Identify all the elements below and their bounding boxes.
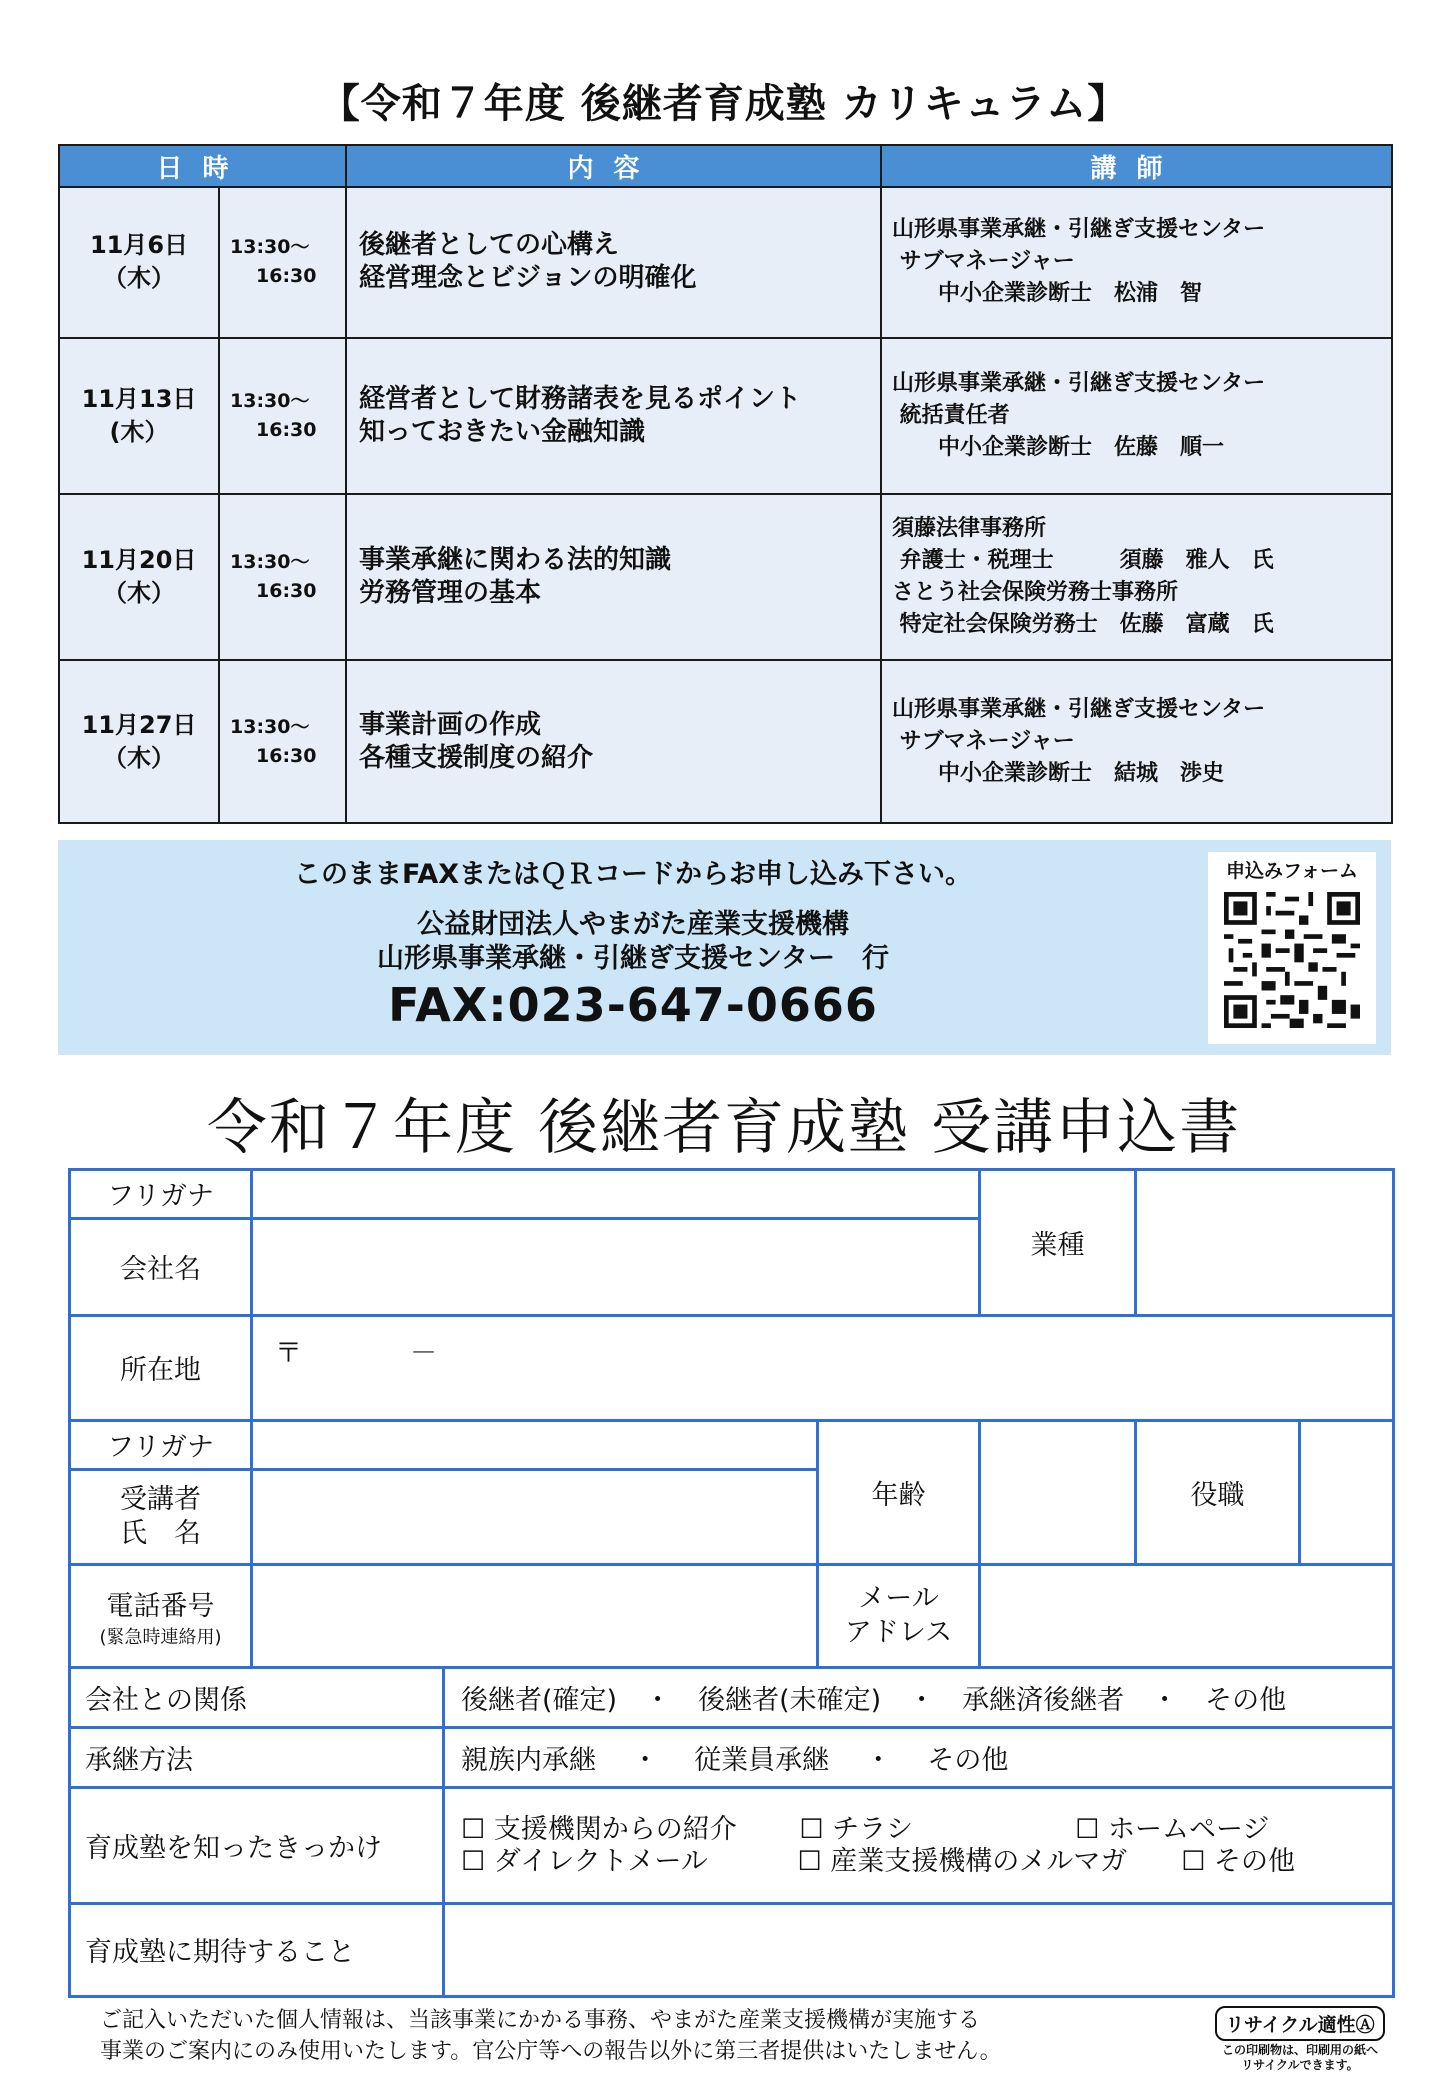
curriculum-table — [58, 144, 1393, 824]
session-row — [59, 187, 1392, 337]
fax-number: FAX:023-647-0666 — [388, 978, 878, 1032]
session-time: 13:30～ 16:30 — [219, 494, 346, 660]
email-label: メール アドレス — [818, 1564, 980, 1667]
address-label: 所在地 — [70, 1315, 252, 1420]
furigana-label: フリガナ — [70, 1421, 252, 1470]
method-label: 承継方法 — [70, 1728, 444, 1788]
position-label: 役職 — [1136, 1421, 1300, 1565]
header-content: 内容 — [346, 145, 881, 187]
application-form — [68, 1168, 1395, 1998]
address-input[interactable]: 〒 － — [252, 1315, 1394, 1420]
source-line-1[interactable]: ☐ 支援機関からの紹介 ☐ チラシ ☐ ホームページ — [461, 1813, 1270, 1845]
session-date: 11月13日 (木） — [59, 338, 219, 494]
recycle-note: この印刷物は、印刷用の紙へ リサイクルできます。 — [1221, 2043, 1378, 2072]
qr-code-box[interactable] — [1208, 852, 1376, 1044]
method-options[interactable]: 親族内承継 ・ 従業員承継 ・ その他 — [444, 1728, 1394, 1788]
qr-label: 申込みフォーム — [1225, 860, 1359, 882]
position-input[interactable] — [1300, 1421, 1394, 1565]
session-instructor: 山形県事業承継・引継ぎ支援センター 統括責任者 中小企業診断士 佐藤 順一 — [881, 338, 1392, 494]
session-content: 経営者として財務諸表を見るポイント 知っておきたい金融知識 — [346, 338, 881, 494]
session-date: 11月27日 （木） — [59, 660, 219, 823]
session-instructor: 須藤法律事務所 弁護士・税理士 須藤 雅人 氏 さとう社会保険労務士事務所 特定社会保険労務士 佐藤 富蔵 氏 — [881, 494, 1392, 660]
trainee-furigana-input[interactable] — [252, 1421, 818, 1470]
session-instructor: 山形県事業承継・引継ぎ支援センター サブマネージャー 中小企業診断士 結城 渉史 — [881, 660, 1392, 823]
phone-input[interactable] — [252, 1564, 818, 1667]
source-line-2[interactable]: ☐ ダイレクトメール ☐ 産業支援機構のメルマガ ☐ その他 — [461, 1845, 1296, 1877]
privacy-note: ご記入いただいた個人情報は、当該事業にかかる事務、やまがた産業支援機構が実施する 事業のご案内にのみ使用いたします。官公庁等への報告以外に第三者提供はいたしません。 — [100, 2008, 1002, 2064]
relation-label: 会社との関係 — [70, 1668, 444, 1728]
company-name-label: 会社名 — [70, 1218, 252, 1315]
qr-code-icon[interactable] — [1224, 892, 1360, 1028]
header-date: 日時 — [59, 145, 346, 187]
company-name-input[interactable] — [252, 1218, 980, 1315]
phone-label: 電話番号 (緊急時連絡用) — [70, 1564, 252, 1667]
relation-options[interactable]: 後継者(確定) ・ 後継者(未確定) ・ 承継済後継者 ・ その他 — [444, 1668, 1394, 1728]
furigana-label: フリガナ — [70, 1170, 252, 1219]
expectation-label: 育成塾に期待すること — [70, 1903, 444, 1996]
session-instructor: 山形県事業承継・引継ぎ支援センター サブマネージャー 中小企業診断士 松浦 智 — [881, 187, 1392, 337]
banner-organization: 公益財団法人やまがた産業支援機構 — [417, 909, 849, 940]
fax-banner — [58, 840, 1391, 1055]
form-title: 令和７年度 後継者育成塾 受講申込書 — [206, 1093, 1242, 1163]
email-input[interactable] — [980, 1564, 1394, 1667]
session-time: 13:30～ 16:30 — [219, 660, 346, 823]
recycle-badge: リサイクル適性Ⓐ — [1215, 2006, 1384, 2041]
trainee-name-label: 受講者 氏 名 — [70, 1469, 252, 1564]
session-content: 事業承継に関わる法的知識 労務管理の基本 — [346, 494, 881, 660]
curriculum-title: 【令和７年度 後継者育成塾 カリキュラム】 — [319, 81, 1129, 127]
source-label: 育成塾を知ったきっかけ — [70, 1788, 444, 1904]
banner-instruction: このままFAXまたはＱＲコードからお申し込み下さい。 — [293, 859, 973, 890]
age-input[interactable] — [980, 1421, 1136, 1565]
session-time: 13:30～ 16:30 — [219, 187, 346, 337]
expectation-input[interactable] — [444, 1903, 1394, 1996]
session-time: 13:30～ 16:30 — [219, 338, 346, 494]
age-label: 年齢 — [818, 1421, 980, 1565]
industry-input[interactable] — [1136, 1170, 1394, 1316]
source-checkboxes[interactable] — [444, 1788, 1394, 1904]
trainee-name-input[interactable] — [252, 1469, 818, 1564]
session-date: 11月20日 （木） — [59, 494, 219, 660]
session-row — [59, 660, 1392, 823]
session-content: 事業計画の作成 各種支援制度の紹介 — [346, 660, 881, 823]
session-date: 11月6日 （木） — [59, 187, 219, 337]
header-instructor: 講師 — [881, 145, 1392, 187]
company-furigana-input[interactable] — [252, 1170, 980, 1219]
industry-label: 業種 — [980, 1170, 1136, 1316]
recycle-mark — [1215, 2006, 1385, 2076]
session-row — [59, 338, 1392, 494]
banner-center: 山形県事業承継・引継ぎ支援センター 行 — [377, 943, 889, 974]
session-row — [59, 494, 1392, 660]
session-content: 後継者としての心構え 経営理念とビジョンの明確化 — [346, 187, 881, 337]
